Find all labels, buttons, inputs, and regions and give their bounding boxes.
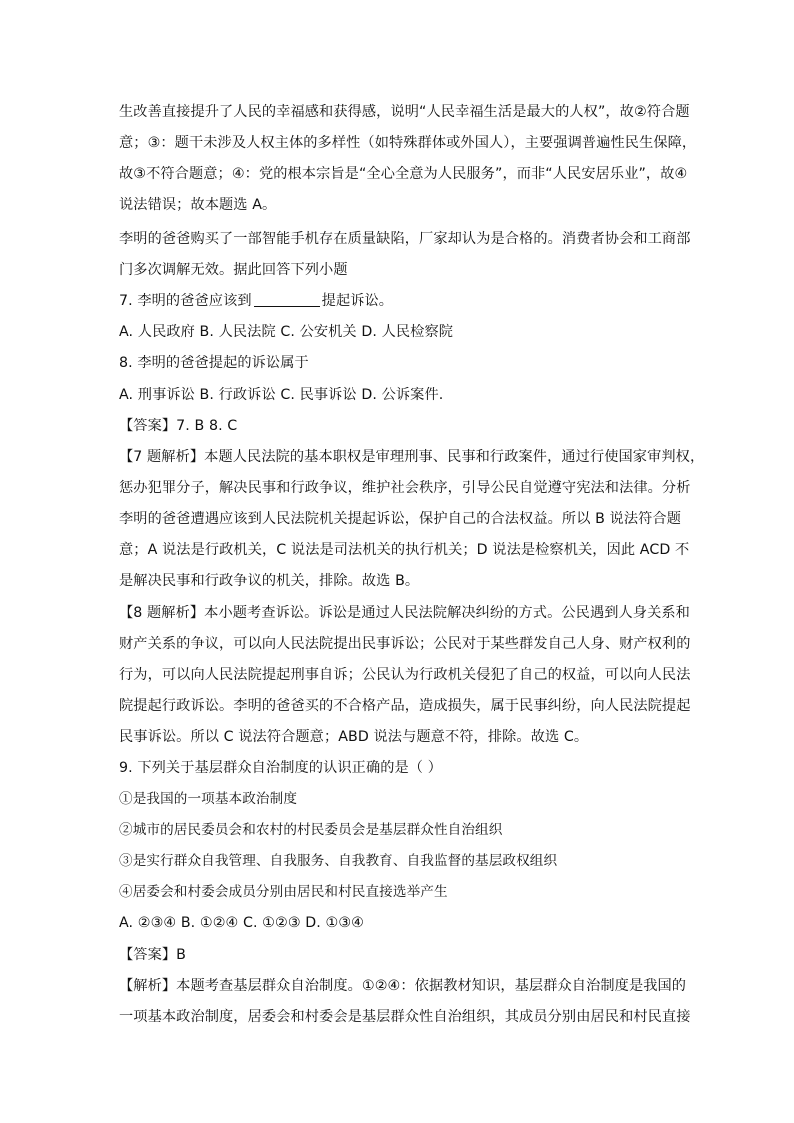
statement-2: ②城市的居民委员会和农村的村民委员会是基层群众性自治组织 [119, 822, 503, 838]
analysis-line: 民事诉讼。所以 C 说法符合题意；ABD 说法与题意不符，排除。故选 C。 [119, 729, 589, 745]
analysis-line: 行为，可以向人民法院提起刑事自诉；公民认为行政机关侵犯了自己的权益，可以向人民法 [119, 667, 691, 683]
question-stem: 李明的爸爸购买了一部智能手机存在质量缺陷，厂家却认为是合格的。消费者协会和工商部 [119, 231, 691, 247]
analysis-line: 院提起行政诉讼。李明的爸爸买的不合格产品，造成损失，属于民事纠纷，向人民法院提起 [119, 698, 691, 714]
question-9: 9. 下列关于基层群众自治制度的认识正确的是（ ） [119, 760, 442, 776]
question-stem: 门多次调解无效。据此回答下列小题 [119, 262, 348, 278]
analysis-line: 【8 题解析】本小题考查诉讼。诉讼是通过人民法院解决纠纷的方式。公民遇到人身关系和 [119, 605, 690, 621]
analysis-line: 惩办犯罪分子，解决民事和行政争议，维护社会秩序，引导公民自觉遵守宪法和法律。分析 [119, 480, 691, 496]
answer-blank [254, 292, 320, 307]
statement-3: ③是实行群众自我管理、自我服务、自我教育、自我监督的基层政权组织 [119, 853, 558, 869]
question-7-options: A. 人民政府 B. 人民法院 C. 公安机关 D. 人民检察院 [119, 324, 454, 340]
analysis-line: 是解决民事和行政争议的机关，排除。故选 B。 [119, 573, 420, 589]
analysis-line: 【7 题解析】本题人民法院的基本职权是审理刑事、民事和行政案件，通过行使国家审判权， [119, 449, 705, 465]
answer-line: 【答案】B [119, 947, 186, 963]
answer-line: 【答案】7. B 8. C [119, 418, 238, 434]
text-line: 意；③：题干未涉及人权主体的多样性（如特殊群体或外国人），主要强调普遍性民生保障， [119, 135, 697, 151]
analysis-line: 【解析】本题考查基层群众自治制度。①②④：依据教材知识，基层群众自治制度是我国的 [119, 978, 687, 994]
statement-4: ④居委会和村委会成员分别由居民和村民直接选举产生 [119, 884, 448, 900]
analysis-line: 一项基本政治制度，居委会和村委会是基层群众性自治组织，其成员分别由居民和村民直接 [119, 1009, 691, 1025]
statement-1: ①是我国的一项基本政治制度 [119, 791, 298, 807]
analysis-line: 意；A 说法是行政机关，C 说法是司法机关的执行机关；D 说法是检察机关，因此 ACD 不 [119, 542, 690, 558]
text-line: 说法错误；故本题选 A。 [119, 197, 277, 213]
text-line: 故③不符合题意；④：党的根本宗旨是“全心全意为人民服务”，而非“人民安居乐业”，故④ [119, 166, 688, 182]
analysis-line: 李明的爸爸遭遇应该到人民法院机关提起诉讼，保护自己的合法权益。所以 B 说法符合题 [119, 511, 681, 527]
question-7: 7. 李明的爸爸应该到 提起诉讼。 [119, 293, 394, 309]
question-8-options: A. 刑事诉讼 B. 行政诉讼 C. 民事诉讼 D. 公诉案件. [119, 387, 444, 403]
text-line: 生改善直接提升了人民的幸福感和获得感，说明“人民幸福生活是最大的人权”，故②符合题 [119, 104, 690, 120]
analysis-line: 财产关系的争议，可以向人民法院提出民事诉讼；公民对于某些群发自己人身、财产权利的 [119, 636, 691, 652]
question-9-options: A. ②③④ B. ①②④ C. ①②③ D. ①③④ [119, 915, 364, 931]
question-8: 8. 李明的爸爸提起的诉讼属于 [119, 355, 309, 371]
